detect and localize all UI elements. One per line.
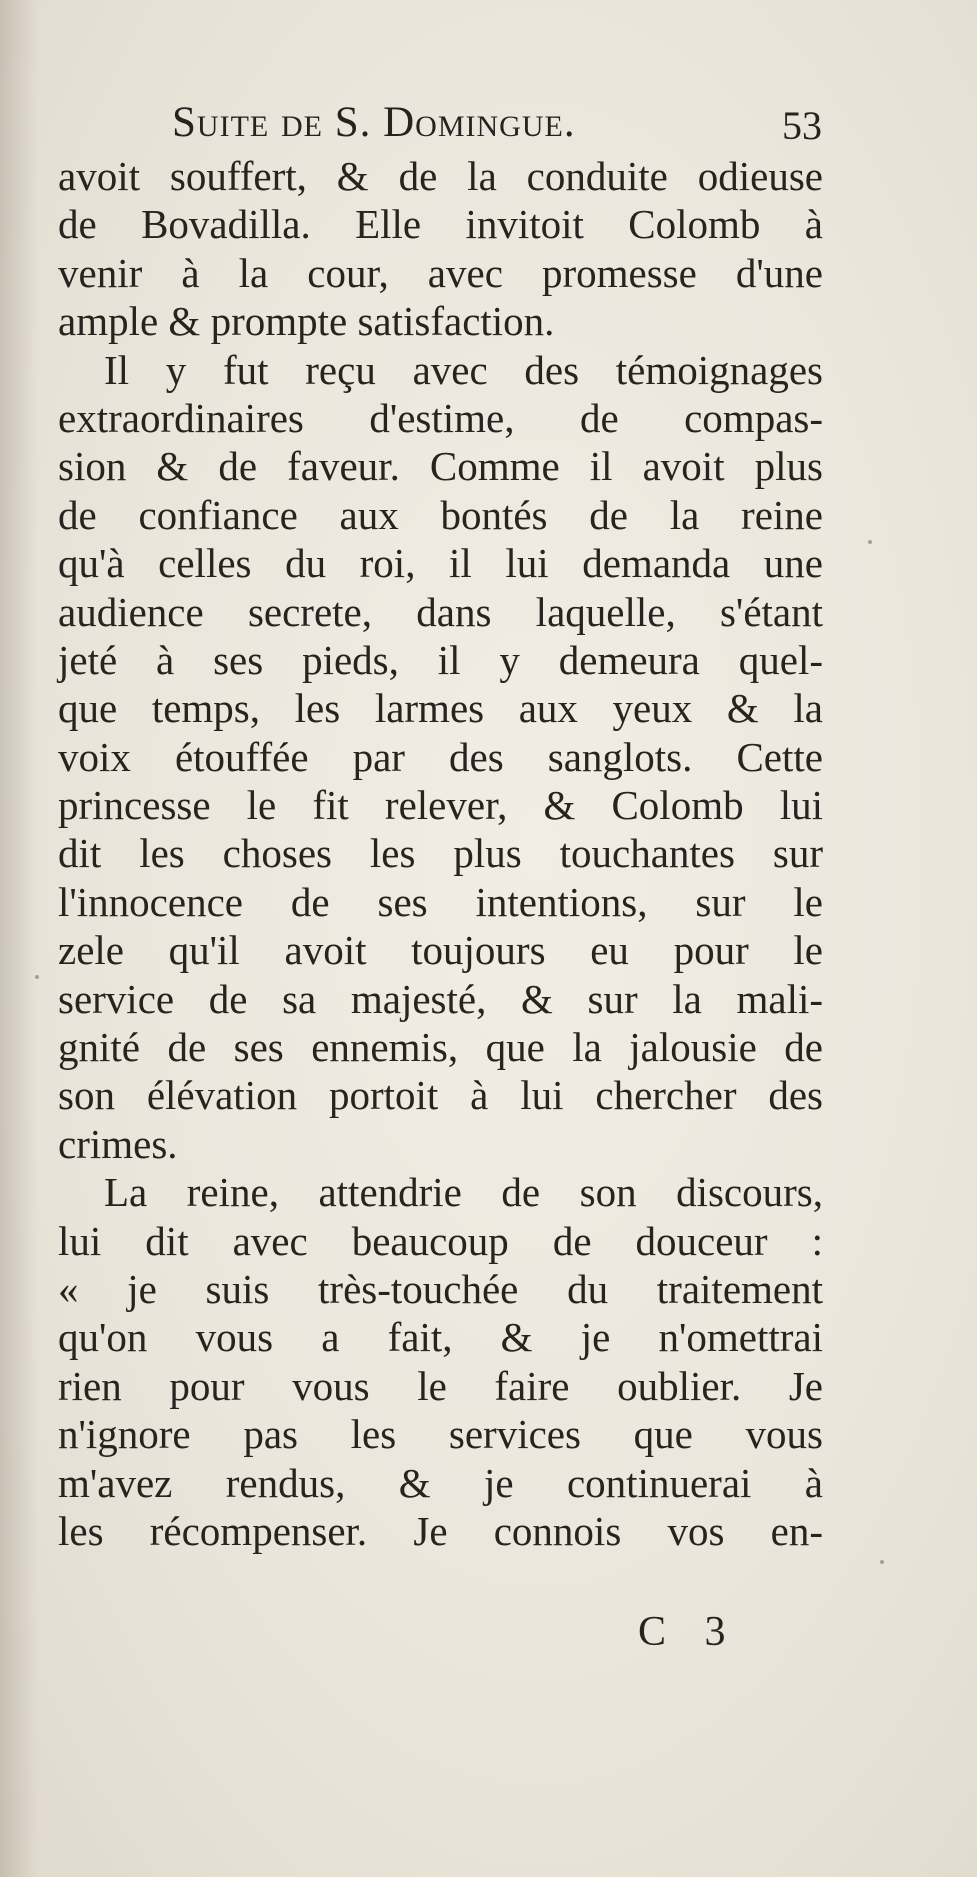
text-line: que temps, les larmes aux yeux & la [58, 685, 823, 732]
text-line: n'ignore pas les services que vous [58, 1411, 823, 1458]
body-text [58, 152, 823, 1555]
gutter-shadow [0, 0, 38, 1877]
text-line: La reine, attendrie de son discours, [104, 1169, 823, 1216]
text-line: venir à la cour, avec promesse d'une [58, 249, 823, 296]
paper-speck [35, 975, 39, 979]
text-line: de confiance aux bontés de la reine [58, 491, 823, 538]
text-line: gnité de ses ennemis, que la jalousie de [58, 1024, 823, 1071]
text-line: crimes. [58, 1120, 178, 1167]
signature-mark: C 3 [638, 1609, 740, 1655]
text-line: sion & de faveur. Comme il avoit plus [58, 443, 823, 490]
text-line: de Bovadilla. Elle invitoit Colomb à [58, 201, 823, 248]
text-line: « je suis très-touchée du traitement [58, 1265, 823, 1312]
paper-speck [880, 1560, 884, 1564]
running-head [140, 98, 830, 158]
text-line: service de sa majesté, & sur la mali- [58, 975, 823, 1022]
text-line: audience secrete, dans laquelle, s'étant [58, 588, 823, 635]
text-line: m'avez rendus, & je continuerai à [58, 1459, 823, 1506]
text-line: qu'on vous a fait, & je n'omettrai [58, 1314, 823, 1361]
text-line: les récompenser. Je connois vos en- [58, 1507, 823, 1554]
text-line: rien pour vous le faire oublier. Je [58, 1362, 823, 1409]
text-line: zele qu'il avoit toujours eu pour le [58, 927, 823, 974]
text-line: son élévation portoit à lui chercher des [58, 1072, 823, 1119]
text-line: voix étouffée par des sanglots. Cette [58, 733, 823, 780]
paper-speck [868, 540, 872, 544]
text-line: l'innocence de ses intentions, sur le [58, 878, 823, 925]
text-line: dit les choses les plus touchantes sur [58, 830, 823, 877]
page-number: 53 [782, 103, 822, 148]
text-line: extraordinaires d'estime, de compas- [58, 394, 823, 441]
text-line: avoit souffert, & de la conduite odieuse [58, 153, 823, 199]
text-line: jeté à ses pieds, il y demeura quel- [58, 636, 823, 683]
text-line: lui dit avec beaucoup de douceur : [58, 1217, 823, 1264]
text-line: princesse le fit relever, & Colomb lui [58, 782, 823, 829]
text-line: Il y fut reçu avec des témoignages [104, 346, 823, 393]
text-line: ample & prompte satisfaction. [58, 298, 555, 345]
running-title: Suite de S. Domingue. [172, 99, 576, 146]
text-line: qu'à celles du roi, il lui demanda une [58, 540, 823, 587]
